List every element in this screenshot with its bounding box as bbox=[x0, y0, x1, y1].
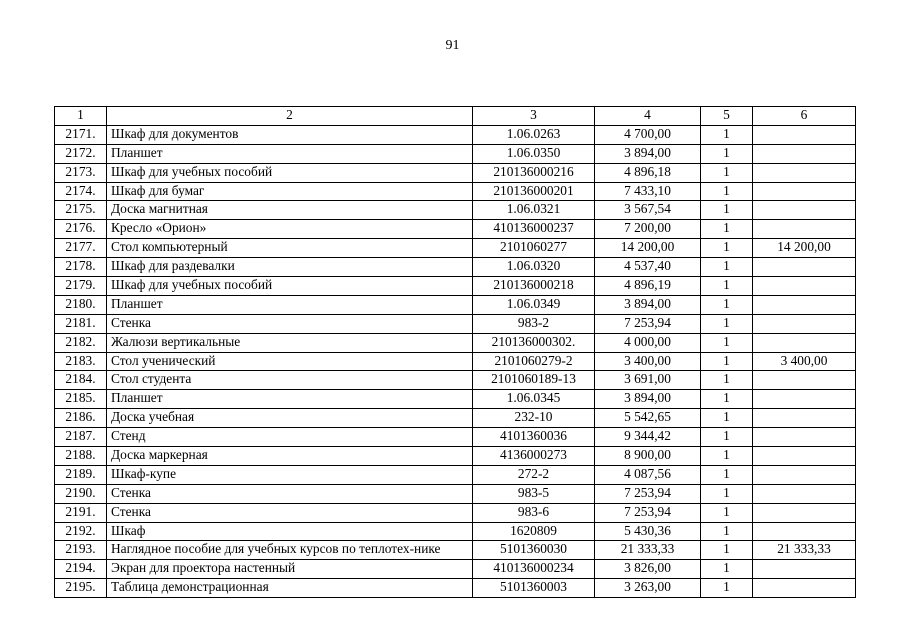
item-name-cell: Стенд bbox=[107, 428, 473, 447]
item-name-cell: Шкаф bbox=[107, 522, 473, 541]
quantity-cell: 1 bbox=[701, 295, 753, 314]
page-number: 91 bbox=[445, 38, 460, 53]
cost-cell: 21 333,33 bbox=[595, 541, 701, 560]
inventory-code-cell: 983-2 bbox=[473, 314, 595, 333]
extra-value-cell bbox=[753, 522, 856, 541]
table-row bbox=[55, 390, 856, 409]
inventory-code-cell: 1.06.0320 bbox=[473, 258, 595, 277]
extra-value-cell bbox=[753, 409, 856, 428]
table-row bbox=[55, 277, 856, 296]
item-name-cell: Планшет bbox=[107, 390, 473, 409]
inventory-code-cell: 210136000201 bbox=[473, 182, 595, 201]
extra-value-cell bbox=[753, 277, 856, 296]
quantity-cell: 1 bbox=[701, 125, 753, 144]
quantity-cell: 1 bbox=[701, 409, 753, 428]
extra-value-cell: 14 200,00 bbox=[753, 239, 856, 258]
item-name-cell: Доска маркерная bbox=[107, 447, 473, 466]
cost-cell: 7 253,94 bbox=[595, 484, 701, 503]
cost-cell: 3 894,00 bbox=[595, 390, 701, 409]
quantity-cell: 1 bbox=[701, 428, 753, 447]
item-name-cell: Стол студента bbox=[107, 371, 473, 390]
inventory-code-cell: 272-2 bbox=[473, 465, 595, 484]
table-row bbox=[55, 239, 856, 258]
extra-value-cell bbox=[753, 390, 856, 409]
row-number-cell: 2195. bbox=[55, 579, 107, 598]
row-number-cell: 2193. bbox=[55, 541, 107, 560]
table-row bbox=[55, 428, 856, 447]
row-number-cell: 2185. bbox=[55, 390, 107, 409]
inventory-code-cell: 1.06.0263 bbox=[473, 125, 595, 144]
extra-value-cell bbox=[753, 333, 856, 352]
table-row bbox=[55, 258, 856, 277]
item-name-cell: Шкаф-купе bbox=[107, 465, 473, 484]
cost-cell: 5 430,36 bbox=[595, 522, 701, 541]
item-name-cell: Жалюзи вертикальные bbox=[107, 333, 473, 352]
cost-cell: 3 567,54 bbox=[595, 201, 701, 220]
cost-cell: 3 691,00 bbox=[595, 371, 701, 390]
inventory-code-cell: 4136000273 bbox=[473, 447, 595, 466]
quantity-cell: 1 bbox=[701, 314, 753, 333]
extra-value-cell bbox=[753, 484, 856, 503]
quantity-cell: 1 bbox=[701, 560, 753, 579]
row-number-cell: 2194. bbox=[55, 560, 107, 579]
inventory-code-cell: 1.06.0350 bbox=[473, 144, 595, 163]
quantity-cell: 1 bbox=[701, 220, 753, 239]
row-number-cell: 2187. bbox=[55, 428, 107, 447]
row-number-cell: 2180. bbox=[55, 295, 107, 314]
extra-value-cell bbox=[753, 579, 856, 598]
quantity-cell: 1 bbox=[701, 352, 753, 371]
item-name-cell: Экран для проектора настенный bbox=[107, 560, 473, 579]
inventory-code-cell: 410136000237 bbox=[473, 220, 595, 239]
column-header-quantity: 5 bbox=[701, 107, 753, 126]
quantity-cell: 1 bbox=[701, 277, 753, 296]
quantity-cell: 1 bbox=[701, 333, 753, 352]
extra-value-cell bbox=[753, 314, 856, 333]
extra-value-cell bbox=[753, 447, 856, 466]
extra-value-cell bbox=[753, 258, 856, 277]
quantity-cell: 1 bbox=[701, 390, 753, 409]
row-number-cell: 2181. bbox=[55, 314, 107, 333]
table-row bbox=[55, 182, 856, 201]
extra-value-cell bbox=[753, 125, 856, 144]
row-number-cell: 2186. bbox=[55, 409, 107, 428]
table-row bbox=[55, 560, 856, 579]
column-header-inventory-code: 3 bbox=[473, 107, 595, 126]
row-number-cell: 2182. bbox=[55, 333, 107, 352]
inventory-code-cell: 2101060277 bbox=[473, 239, 595, 258]
quantity-cell: 1 bbox=[701, 541, 753, 560]
cost-cell: 7 253,94 bbox=[595, 314, 701, 333]
row-number-cell: 2173. bbox=[55, 163, 107, 182]
row-number-cell: 2189. bbox=[55, 465, 107, 484]
inventory-code-cell: 1620809 bbox=[473, 522, 595, 541]
row-number-cell: 2177. bbox=[55, 239, 107, 258]
item-name-cell: Шкаф для учебных пособий bbox=[107, 277, 473, 296]
extra-value-cell: 3 400,00 bbox=[753, 352, 856, 371]
extra-value-cell bbox=[753, 220, 856, 239]
inventory-code-cell: 210136000302. bbox=[473, 333, 595, 352]
inventory-code-cell: 210136000216 bbox=[473, 163, 595, 182]
item-name-cell: Шкаф для раздевалки bbox=[107, 258, 473, 277]
item-name-cell: Шкаф для учебных пособий bbox=[107, 163, 473, 182]
column-header-cost: 4 bbox=[595, 107, 701, 126]
quantity-cell: 1 bbox=[701, 239, 753, 258]
table-row bbox=[55, 163, 856, 182]
item-name-cell: Доска учебная bbox=[107, 409, 473, 428]
inventory-code-cell: 4101360036 bbox=[473, 428, 595, 447]
extra-value-cell bbox=[753, 428, 856, 447]
cost-cell: 3 894,00 bbox=[595, 295, 701, 314]
item-name-cell: Стенка bbox=[107, 484, 473, 503]
table-row bbox=[55, 144, 856, 163]
column-header-name: 2 bbox=[107, 107, 473, 126]
row-number-cell: 2184. bbox=[55, 371, 107, 390]
extra-value-cell bbox=[753, 295, 856, 314]
item-name-cell: Шкаф для документов bbox=[107, 125, 473, 144]
row-number-cell: 2183. bbox=[55, 352, 107, 371]
item-name-cell: Доска магнитная bbox=[107, 201, 473, 220]
cost-cell: 3 400,00 bbox=[595, 352, 701, 371]
quantity-cell: 1 bbox=[701, 522, 753, 541]
row-number-cell: 2192. bbox=[55, 522, 107, 541]
cost-cell: 14 200,00 bbox=[595, 239, 701, 258]
quantity-cell: 1 bbox=[701, 258, 753, 277]
quantity-cell: 1 bbox=[701, 371, 753, 390]
table-row bbox=[55, 579, 856, 598]
inventory-table bbox=[54, 106, 856, 598]
cost-cell: 3 826,00 bbox=[595, 560, 701, 579]
quantity-cell: 1 bbox=[701, 163, 753, 182]
inventory-code-cell: 210136000218 bbox=[473, 277, 595, 296]
quantity-cell: 1 bbox=[701, 503, 753, 522]
table-row bbox=[55, 352, 856, 371]
item-name-cell: Стол ученический bbox=[107, 352, 473, 371]
item-name-cell: Стол компьютерный bbox=[107, 239, 473, 258]
cost-cell: 8 900,00 bbox=[595, 447, 701, 466]
row-number-cell: 2179. bbox=[55, 277, 107, 296]
inventory-code-cell: 2101060279-2 bbox=[473, 352, 595, 371]
cost-cell: 5 542,65 bbox=[595, 409, 701, 428]
quantity-cell: 1 bbox=[701, 144, 753, 163]
item-name-cell: Таблица демонстрационная bbox=[107, 579, 473, 598]
table-row bbox=[55, 333, 856, 352]
table-row bbox=[55, 465, 856, 484]
row-number-cell: 2191. bbox=[55, 503, 107, 522]
row-number-cell: 2171. bbox=[55, 125, 107, 144]
inventory-code-cell: 5101360003 bbox=[473, 579, 595, 598]
extra-value-cell bbox=[753, 503, 856, 522]
quantity-cell: 1 bbox=[701, 484, 753, 503]
row-number-cell: 2172. bbox=[55, 144, 107, 163]
table-row bbox=[55, 447, 856, 466]
table-row bbox=[55, 295, 856, 314]
quantity-cell: 1 bbox=[701, 182, 753, 201]
inventory-code-cell: 2101060189-13 bbox=[473, 371, 595, 390]
table-row bbox=[55, 201, 856, 220]
cost-cell: 3 894,00 bbox=[595, 144, 701, 163]
item-name-cell: Стенка bbox=[107, 314, 473, 333]
cost-cell: 7 200,00 bbox=[595, 220, 701, 239]
extra-value-cell bbox=[753, 163, 856, 182]
quantity-cell: 1 bbox=[701, 465, 753, 484]
cost-cell: 9 344,42 bbox=[595, 428, 701, 447]
table-row bbox=[55, 522, 856, 541]
cost-cell: 4 087,56 bbox=[595, 465, 701, 484]
table-row bbox=[55, 484, 856, 503]
row-number-cell: 2190. bbox=[55, 484, 107, 503]
item-name-cell: Планшет bbox=[107, 144, 473, 163]
row-number-cell: 2178. bbox=[55, 258, 107, 277]
quantity-cell: 1 bbox=[701, 579, 753, 598]
item-name-cell: Планшет bbox=[107, 295, 473, 314]
cost-cell: 4 000,00 bbox=[595, 333, 701, 352]
extra-value-cell bbox=[753, 465, 856, 484]
quantity-cell: 1 bbox=[701, 447, 753, 466]
item-name-cell: Наглядное пособие для учебных курсов по теплотех-нике bbox=[107, 541, 473, 560]
item-name-cell: Шкаф для бумаг bbox=[107, 182, 473, 201]
cost-cell: 4 700,00 bbox=[595, 125, 701, 144]
table-body bbox=[55, 125, 856, 597]
cost-cell: 4 896,18 bbox=[595, 163, 701, 182]
inventory-code-cell: 1.06.0349 bbox=[473, 295, 595, 314]
cost-cell: 7 433,10 bbox=[595, 182, 701, 201]
table-row bbox=[55, 409, 856, 428]
table-row bbox=[55, 503, 856, 522]
extra-value-cell bbox=[753, 371, 856, 390]
inventory-code-cell: 1.06.0345 bbox=[473, 390, 595, 409]
row-number-cell: 2176. bbox=[55, 220, 107, 239]
table-header-row bbox=[55, 107, 856, 126]
cost-cell: 7 253,94 bbox=[595, 503, 701, 522]
inventory-code-cell: 410136000234 bbox=[473, 560, 595, 579]
inventory-code-cell: 1.06.0321 bbox=[473, 201, 595, 220]
table-row bbox=[55, 541, 856, 560]
table-row bbox=[55, 371, 856, 390]
inventory-code-cell: 983-6 bbox=[473, 503, 595, 522]
extra-value-cell bbox=[753, 144, 856, 163]
item-name-cell: Стенка bbox=[107, 503, 473, 522]
cost-cell: 3 263,00 bbox=[595, 579, 701, 598]
extra-value-cell bbox=[753, 182, 856, 201]
table-row bbox=[55, 220, 856, 239]
inventory-code-cell: 5101360030 bbox=[473, 541, 595, 560]
quantity-cell: 1 bbox=[701, 201, 753, 220]
row-number-cell: 2175. bbox=[55, 201, 107, 220]
row-number-cell: 2174. bbox=[55, 182, 107, 201]
table-row bbox=[55, 314, 856, 333]
item-name-cell: Кресло «Орион» bbox=[107, 220, 473, 239]
extra-value-cell bbox=[753, 560, 856, 579]
row-number-cell: 2188. bbox=[55, 447, 107, 466]
cost-cell: 4 537,40 bbox=[595, 258, 701, 277]
column-header-extra: 6 bbox=[753, 107, 856, 126]
table-row bbox=[55, 125, 856, 144]
extra-value-cell: 21 333,33 bbox=[753, 541, 856, 560]
extra-value-cell bbox=[753, 201, 856, 220]
inventory-code-cell: 232-10 bbox=[473, 409, 595, 428]
cost-cell: 4 896,19 bbox=[595, 277, 701, 296]
inventory-code-cell: 983-5 bbox=[473, 484, 595, 503]
column-header-number: 1 bbox=[55, 107, 107, 126]
